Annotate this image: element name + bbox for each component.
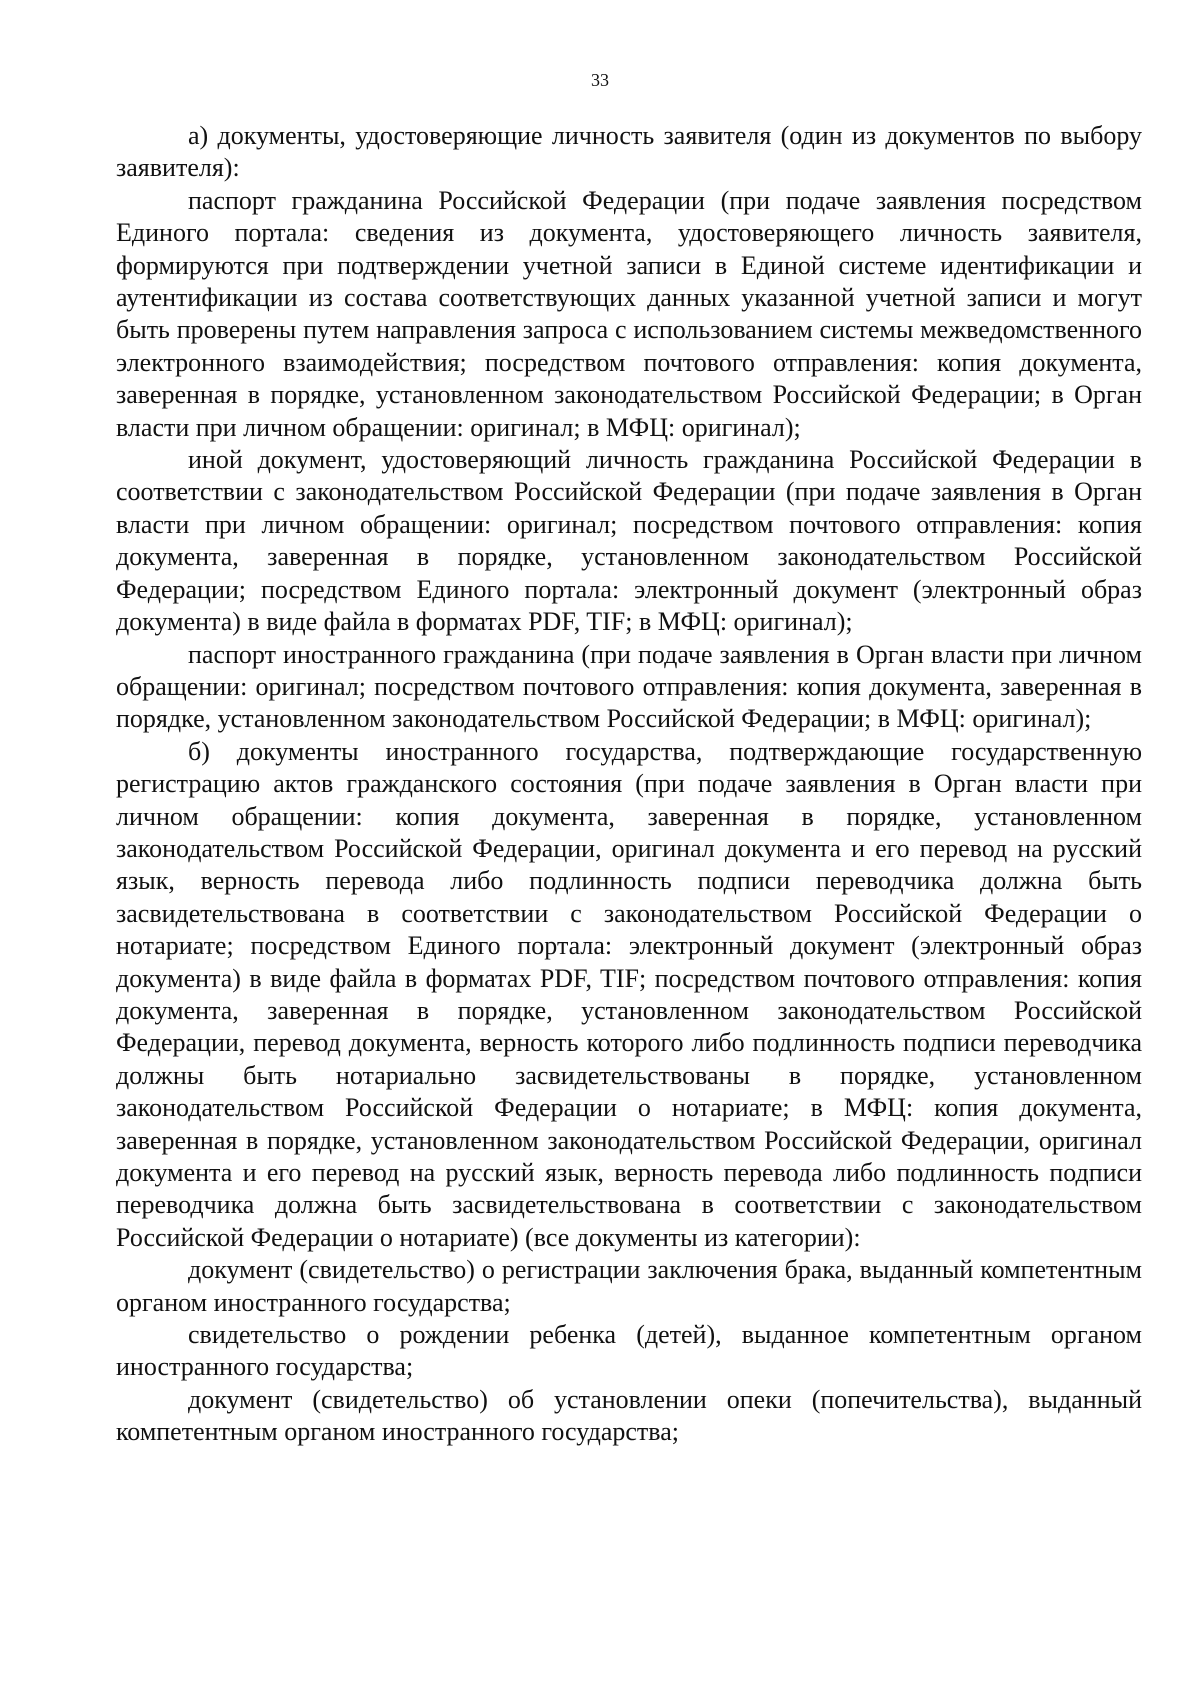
- paragraph-foreign-passport: паспорт иностранного гражданина (при подаче заявления в Орган власти при личном обращении: оригинал; посредством почтового отправления: копия документа, заверенная в порядке, установленном законодательством Российской Федерации; в МФЦ: оригинал);: [116, 639, 1142, 734]
- paragraph-other-identity-document: иной документ, удостоверяющий личность гражданина Российской Федерации в соответствии с законодательством Российской Федерации (при подаче заявления в Орган власти при личном обращении: оригинал; посредством почтового отправления: копия документа, заверенная в порядке, установленном законодательством Российской Федерации; посредством Единого портала: электронный документ (электронный образ документа) в виде файла в форматах PDF, TIF; в МФЦ: оригинал);: [116, 445, 1142, 637]
- paragraph-birth-certificate: свидетельство о рождении ребенка (детей), выданное компетентным органом иностранного государства;: [116, 1320, 1142, 1382]
- page-number: 33: [591, 70, 609, 90]
- paragraph-a-identity-documents: а) документы, удостоверяющие личность заявителя (один из документов по выбору заявителя):: [116, 121, 1142, 183]
- paragraph-b-foreign-civil-status-documents: б) документы иностранного государства, подтверждающие государственную регистрацию актов гражданского состояния (при подаче заявления в Орган власти при личном обращении: копия документа, заверенная в порядке, установленном законодательством Российской Федерации, оригинал документа и его перевод на русский язык, верность перевода либо подлинность подписи переводчика должна быть засвидетельствована в соответствии с законодательством Российской Федерации о нотариате; посредством Единого портала: электронный документ (электронный образ документа) в виде файла в форматах PDF, TIF; посредством почтового отправления: копия документа, заверенная в порядке, установленном законодательством Российской Федерации, перевод документа, верность которого либо подлинность подписи переводчика должны быть нотариально засвидетельствованы в порядке, установленном законодательством Российской Федерации о нотариате; в МФЦ: копия документа, заверенная в порядке, установленном законодательством Российской Федерации, оригинал документа и его перевод на русский язык, верность перевода либо подлинность подписи переводчика должна быть засвидетельствована в соответствии с законодательством Российской Федерации о нотариате) (все документы из категории):: [116, 736, 1142, 1252]
- paragraph-marriage-certificate: документ (свидетельство) о регистрации заключения брака, выданный компетентным органом иностранного государства;: [116, 1255, 1142, 1317]
- paragraph-guardianship-certificate: документ (свидетельство) об установлении опеки (попечительства), выданный компетентным органом иностранного государства;: [116, 1384, 1142, 1447]
- paragraph-rf-passport: паспорт гражданина Российской Федерации (при подаче заявления посредством Единого портала: сведения из документа, удостоверяющего личность заявителя, формируются при подтверждении учетной записи в Единой системе идентификации и аутентификации из состава соответствующих данных указанной учетной записи и могут быть проверены путем направления запроса с использованием системы межведомственного электронного взаимодействия; посредством почтового отправления: копия документа, заверенная в порядке, установленном законодательством Российской Федерации; в Орган власти при личном обращении: оригинал; в МФЦ: оригинал);: [116, 185, 1142, 442]
- document-body: [116, 120, 1142, 1449]
